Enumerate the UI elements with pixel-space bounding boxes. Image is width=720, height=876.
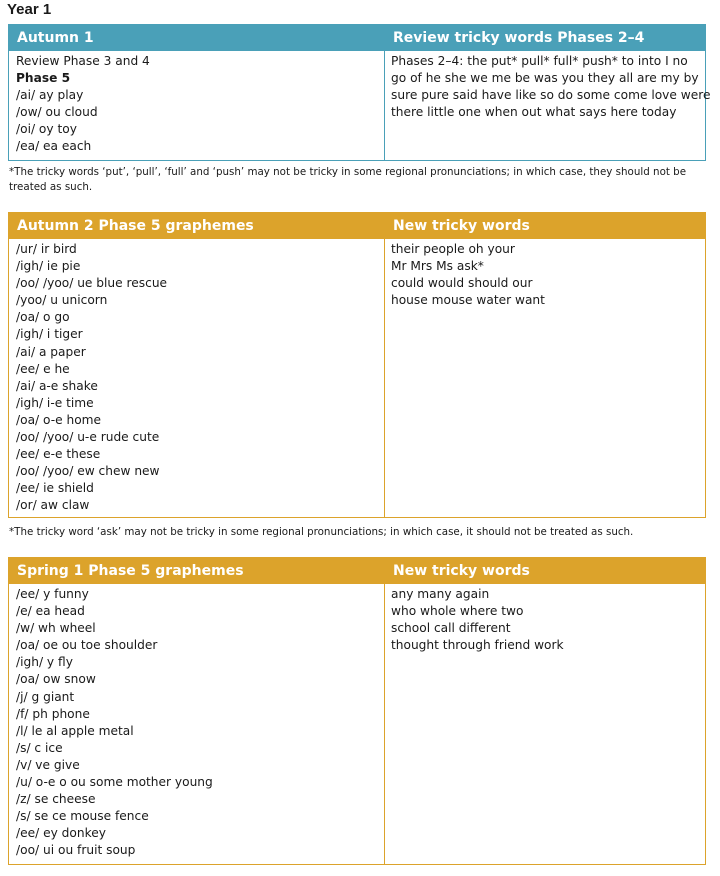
list-item: /w/ wh wheel: [16, 621, 96, 636]
list-item: /s/ c ice: [16, 740, 63, 755]
list-item: /ow/ ou cloud: [16, 105, 98, 120]
list-item: /oo/ /yoo/ ew chew new: [16, 464, 160, 479]
column-divider: [384, 25, 385, 160]
footnote-line: *The tricky word ‘ask’ may not be tricky in some regional pronunciations; in which case, it should not be treated as such.: [9, 526, 634, 538]
list-item: sure pure said have like so do some come love were: [391, 88, 711, 103]
list-item: /ee/ y funny: [16, 587, 89, 601]
list-item: who whole where two: [391, 604, 524, 619]
autumn1-footnote: [9, 165, 711, 195]
list-item: /s/ se ce mouse fence: [16, 809, 149, 824]
list-item: Mr Mrs Ms ask*: [391, 259, 484, 274]
list-item: there little one when out what says here today: [391, 105, 677, 120]
list-item: /v/ ve give: [16, 757, 80, 772]
spring1-graphemes: [16, 586, 378, 860]
page-title: Year 1: [7, 1, 52, 18]
column-divider: [384, 558, 385, 864]
autumn2-graphemes: [16, 241, 378, 515]
autumn1-header-right: Review tricky words Phases 2–4: [385, 25, 705, 51]
spring1-tricky-words: [391, 586, 703, 654]
list-item: /igh/ i tiger: [16, 327, 83, 342]
autumn1-table: [8, 24, 711, 161]
list-item: school call different: [391, 621, 511, 636]
list-item: /ee/ e-e these: [16, 447, 101, 462]
list-item: /e/ ea head: [16, 604, 85, 619]
list-item: /yoo/ u unicorn: [16, 293, 108, 308]
footnote-line: treated as such.: [9, 181, 93, 193]
autumn2-table: [8, 212, 706, 518]
autumn2-tricky-words: [391, 241, 703, 309]
list-item: their people oh your: [391, 242, 515, 256]
list-item: /igh/ y fly: [16, 655, 73, 670]
autumn2-header-left: Autumn 2 Phase 5 graphemes: [9, 213, 385, 239]
list-item: Review Phase 3 and 4: [16, 54, 150, 68]
list-item: /ee/ ey donkey: [16, 826, 106, 841]
list-item: /z/ se cheese: [16, 792, 96, 807]
list-item: /ai/ a-e shake: [16, 378, 98, 393]
list-item: /f/ ph phone: [16, 706, 90, 721]
list-item: any many again: [391, 587, 490, 601]
list-item: /j/ g giant: [16, 689, 75, 704]
list-item: /oo/ ui ou fruit soup: [16, 843, 136, 858]
list-item: go of he she we me be was you they all are my by: [391, 71, 699, 86]
autumn2-footnote: [9, 525, 711, 540]
column-divider: [384, 213, 385, 517]
spring1-table: [8, 557, 706, 865]
spring1-header-row: [9, 558, 705, 584]
list-item: /ea/ ea each: [16, 139, 92, 154]
list-item: /ai/ ay play: [16, 88, 84, 103]
list-item: /oi/ oy toy: [16, 122, 77, 137]
autumn1-graphemes: [16, 53, 378, 156]
list-item: /ur/ ir bird: [16, 242, 77, 256]
autumn2-header-right: New tricky words: [385, 213, 705, 239]
list-item: /igh/ ie pie: [16, 259, 81, 274]
footnote-line: *The tricky words ‘put’, ‘pull’, ‘full’ and ‘push’ may not be tricky in some regional pronunciations; in which case, they should not be: [9, 166, 687, 178]
list-item: /ee/ e he: [16, 361, 70, 376]
list-item: /oa/ o-e home: [16, 412, 102, 427]
autumn1-tricky-words: [391, 53, 711, 121]
autumn1-header-row: [9, 25, 705, 51]
list-item: /oo/ /yoo/ u-e rude cute: [16, 430, 160, 445]
spring1-header-left: Spring 1 Phase 5 graphemes: [9, 558, 385, 584]
list-item: /oa/ ow snow: [16, 672, 96, 687]
list-item: /or/ aw claw: [16, 498, 90, 513]
list-item: /ai/ a paper: [16, 344, 86, 359]
list-item: /ee/ ie shield: [16, 481, 94, 496]
list-item: /oa/ o go: [16, 310, 70, 325]
phase-heading: Phase 5: [16, 71, 71, 86]
list-item: thought through friend work: [391, 638, 564, 653]
list-item: /oo/ /yoo/ ue blue rescue: [16, 276, 168, 291]
list-item: /l/ le al apple metal: [16, 723, 134, 738]
spring1-header-right: New tricky words: [385, 558, 705, 584]
autumn1-header-left: Autumn 1: [9, 25, 385, 51]
list-item: /u/ o-e o ou some mother young: [16, 775, 213, 790]
list-item: Phases 2–4: the put* pull* full* push* to into I no: [391, 54, 688, 68]
list-item: house mouse water want: [391, 293, 545, 308]
list-item: could would should our: [391, 276, 533, 291]
autumn2-header-row: [9, 213, 705, 239]
list-item: /oa/ oe ou toe shoulder: [16, 638, 158, 653]
list-item: /igh/ i-e time: [16, 395, 94, 410]
